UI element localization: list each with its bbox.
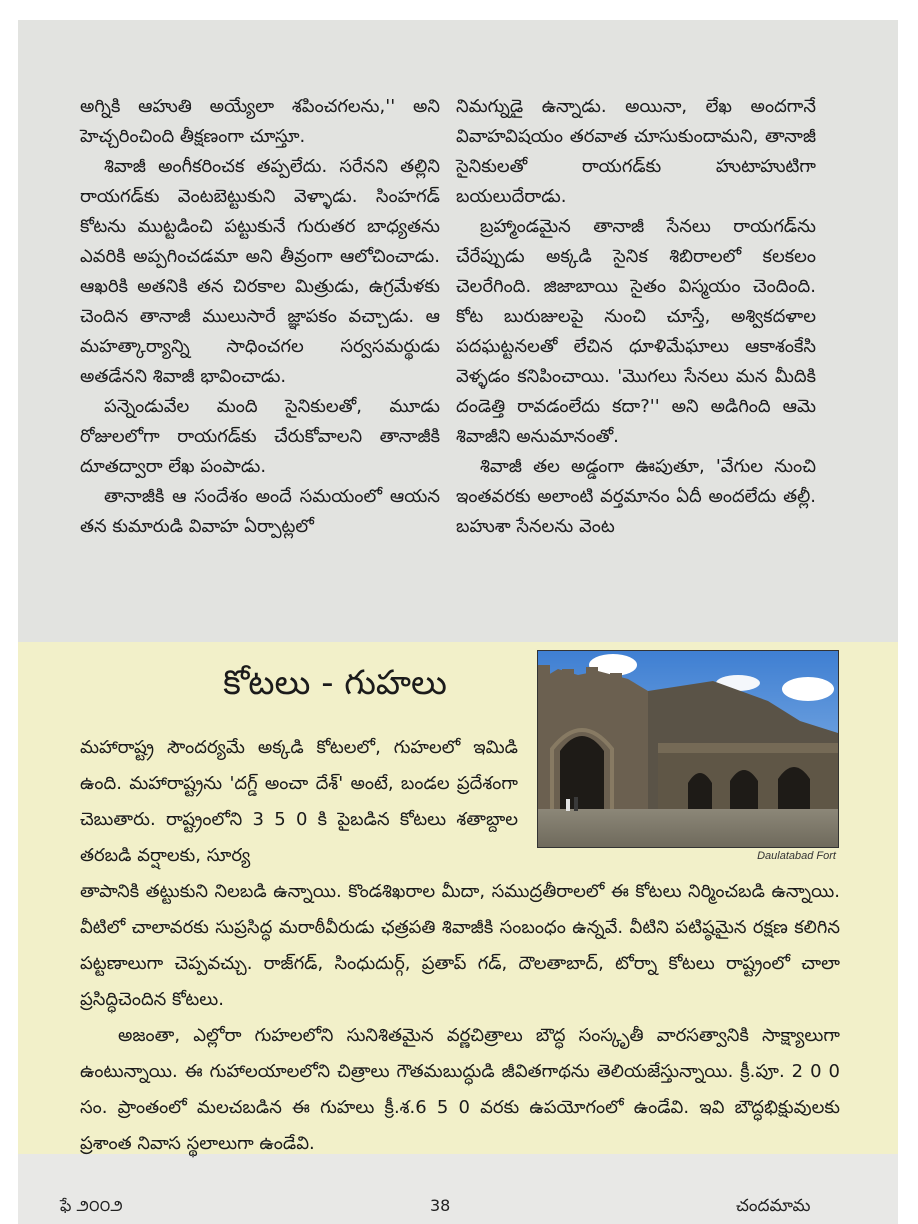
story-paragraph: పన్నెండువేల మంది సైనికులతో, మూడు రోజులలోగా రాయగడ్‌కు చేరుకోవాలని తానాజీకి దూతద్వారా లేఖ పంపాడు. (80, 396, 440, 477)
box-title: కోటలు - గుహలు (223, 663, 447, 703)
story-paragraph: శివాజీ తల అడ్డంగా ఊపుతూ, 'వేగుల నుంచి ఇంతవరకు అలాంటి వర్తమానం ఏదీ అందలేదు తల్లీ. బహుశా సేనలను వెంట (456, 456, 816, 537)
story-paragraph: బ్రహ్మాండమైన తానాజీ సేనలు రాయగడ్‌ను చేరేప్పుడు అక్కడి సైనిక శిబిరాలలో కలకలం చెలరేగింది. జిజాబాయి సైతం విస్మయం చెందింది. కోట బురుజులపై నుంచి చూస్తే, అశ్వికదళాల పదఘట్టనలతో లేచిన ధూళిమేఘాలు ఆకాశంకేసి వెళ్ళడం కనిపించాయి. 'మొగలు సేనలు మన మీదికి దండెత్తి రావడంలేదు కదా?'' అని అడిగింది ఆమె శివాజీని అనుమానంతో. (456, 216, 816, 447)
story-paragraph: శివాజీ అంగీకరించక తప్పలేదు. సరేనని తల్లిని రాయగడ్‌కు వెంటబెట్టుకుని వెళ్ళాడు. సింహగడ్ కోటను ముట్టడించి పట్టుకునే గురుతర బాధ్యతను ఎవరికి అప్పగించడమా అని తీవ్రంగా ఆలోచించాడు. ఆఖరికి అతనికి తన చిరకాల మిత్రుడు, ఉగ్రమేళకు చెందిన తానాజీ ములుసారే జ్ఞాపకం వచ్చాడు. ఆ మహత్కార్యాన్ని సాధించగల సర్వసమర్థుడు అతడేనని శివాజీ భావించాడు. (80, 156, 440, 387)
story-paragraph: నిమగ్నుడై ఉన్నాడు. అయినా, లేఖ అందగానే వివాహవిషయం తరవాత చూసుకుందామని, తానాజీ సైనికులతో రాయగడ్‌కు హుటాహుటిగా బయలుదేరాడు. (456, 96, 816, 207)
box-intro-paragraph: మహారాష్ట్ర సౌందర్యమే అక్కడి కోటలలో, గుహలలో ఇమిడి ఉంది. మహారాష్ట్రను 'దగ్డ్ అంచా దేశ్' అంటే, బండల ప్రదేశంగా చెబుతారు. రాష్ట్రంలోని 3 5 0 కి పైబడిన కోటలు శతాబ్దాల తరబడి వర్షాలకు, సూర్య (80, 737, 518, 866)
box-paragraph: అజంతా, ఎల్లోరా గుహలలోని సునిశితమైన వర్ణచిత్రాలు బౌద్ధ సంస్కృతీ వారసత్వానికి సాక్ష్యాలుగా ఉంటున్నాయి. ఈ గుహాలయాలలోని చిత్రాలు గౌతమబుద్ధుడి జీవితగాథను తెలియజేస్తున్నాయి. క్రీ.పూ. 2 0 0 సం. ప్రాంతంలో మలచబడిన ఈ గుహలు క్రీ.శ.6 5 0 వరకు ఉపయోగంలో ఉండేవి. ఇవి బౌద్ధభిక్షువులకు ప్రశాంత నివాస స్థలాలుగా ఉండేవి. (80, 1025, 840, 1154)
story-paragraph: అగ్నికి ఆహుతి అయ్యేలా శపించగలను,'' అని హెచ్చరించింది తీక్షణంగా చూస్తూ. (80, 96, 440, 147)
fort-photo-illustration (538, 651, 838, 847)
photo-caption: Daulatabad Fort (757, 850, 836, 862)
footer-date: ఫే ౨౦౦౨ (60, 1196, 123, 1215)
story-column-left (80, 92, 440, 542)
story-paragraph: తానాజీకి ఆ సందేశం అందే సమయంలో ఆయన తన కుమారుడి వివాహ ఏర్పాట్లలో (80, 486, 440, 537)
story-column-right (456, 92, 816, 542)
box-body (80, 874, 840, 1162)
box-paragraph: తాపానికి తట్టుకుని నిలబడి ఉన్నాయి. కొండశిఖరాల మీదా, సముద్రతీరాలలో ఈ కోటలు నిర్మించబడి ఉన్నాయి. వీటిలో చాలావరకు సుప్రసిద్ధ మరాఠీవీరుడు ఛత్రపతి శివాజీకి సంబంధం ఉన్నవే. వీటిని పటిష్ఠమైన రక్షణ కలిగిన పట్టణాలుగా చెప్పవచ్చు. రాజ్‌గడ్, సింధుదుర్గ్, ప్రతాప్ గడ్, దౌలతాబాద్, టోర్నా కోటలు రాష్ట్రంలో చాలా ప్రసిద్ధిచెందిన కోటలు. (80, 881, 840, 1010)
fort-photo (537, 650, 839, 848)
page-number: 38 (430, 1196, 451, 1215)
magazine-name: చందమామ (736, 1196, 811, 1216)
